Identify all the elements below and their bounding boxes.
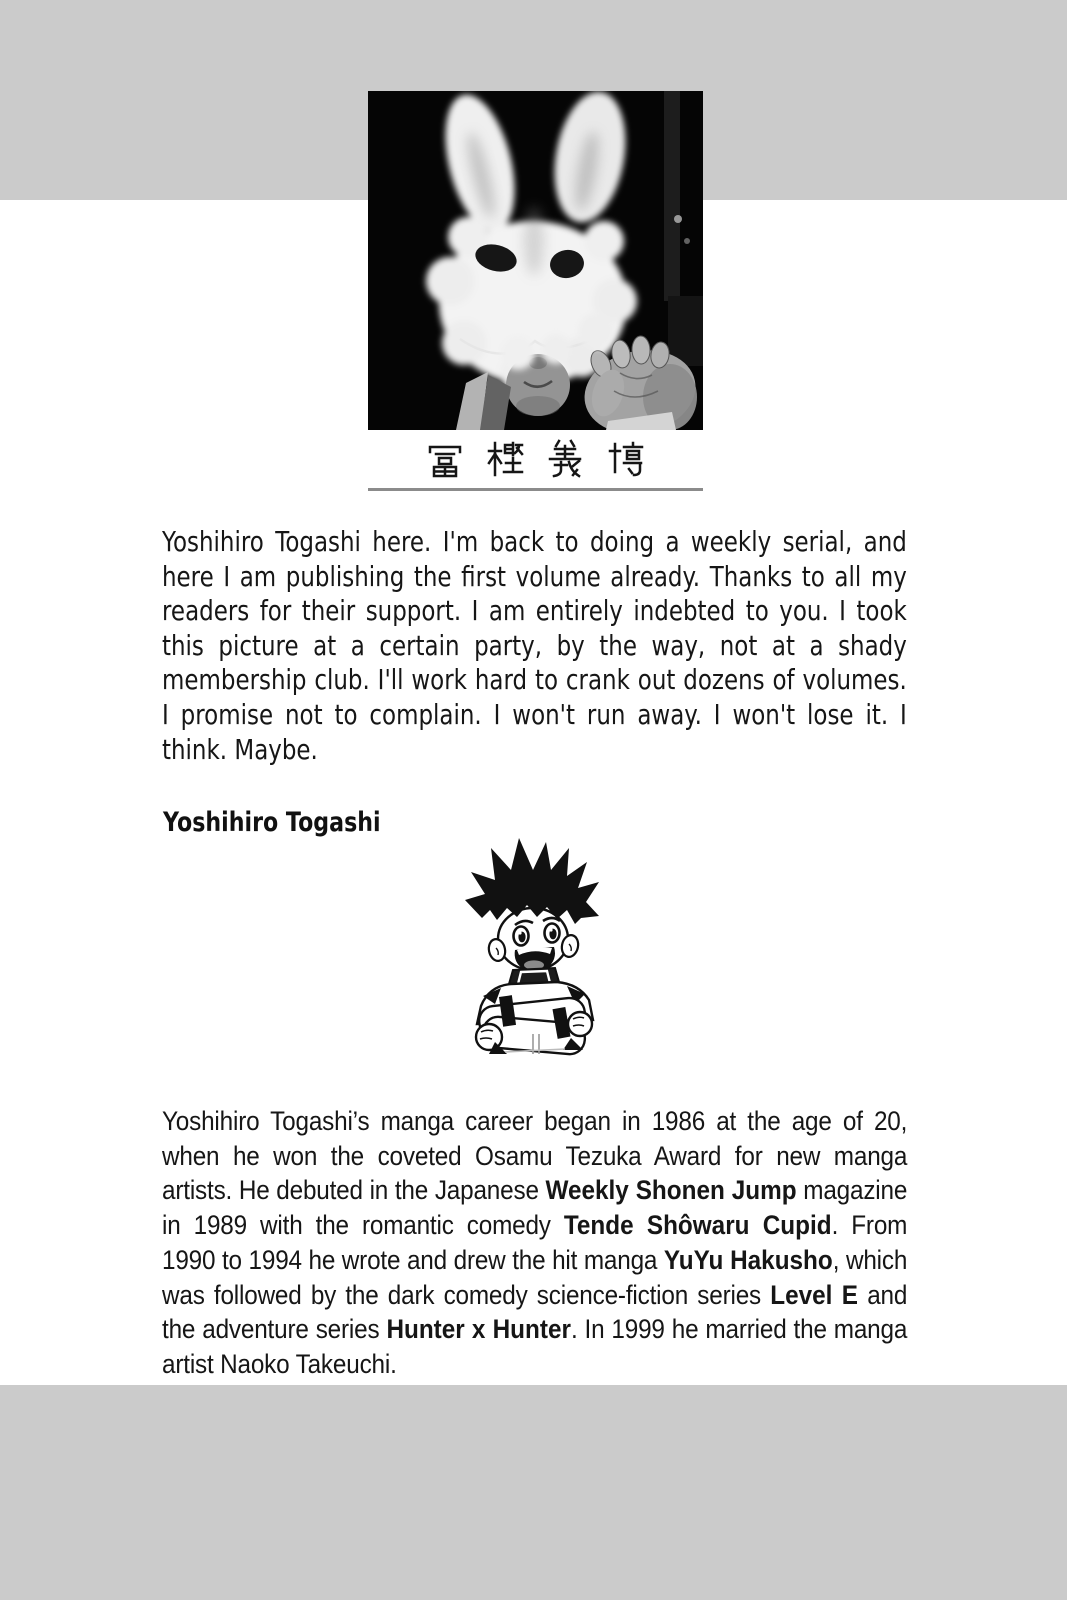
gon-arms-crossed-icon xyxy=(445,836,675,1056)
bunny-mask-portrait-illustration xyxy=(368,91,703,430)
author-name-heading: Yoshihiro Togashi xyxy=(163,807,381,838)
bio-paragraph: Yoshihiro Togashi’s manga career began in 1986 at the age of 20, when he won the coveted Osamu Tezuka Award for new manga artists. He debuted in the Japanese Weekly Shonen Jump magazine in 1989 with the romantic comedy Tende Shôwaru Cupid. From 1990 to 1994 he wrote and drew the hit manga YuYu Hakusho, which was followed by the dark comedy science-fiction series Level E and the adventure series Hunter x Hunter. In 1999 he married the manga artist Naoko Takeuchi. xyxy=(162,1106,908,1379)
author-portrait-photo xyxy=(368,91,703,430)
japanese-name-caption xyxy=(368,436,703,478)
japanese-name-calligraphy xyxy=(368,436,703,478)
intro-paragraph: Yoshihiro Togashi here. I'm back to doing a weekly serial, and here I am publishing the first volume already. Thanks to all my readers for their support. I am entirely indebted to you. I took this picture at a certain party, by the way, not at a shady membership club. I'll work hard to crank out dozens of volumes. I promise not to complain. I won't run away. I won't lose it. I think. Maybe. xyxy=(162,526,907,766)
bottom-gray-band xyxy=(0,1385,1067,1600)
caption-divider-rule xyxy=(368,488,703,491)
gon-character-illustration xyxy=(445,836,675,1056)
